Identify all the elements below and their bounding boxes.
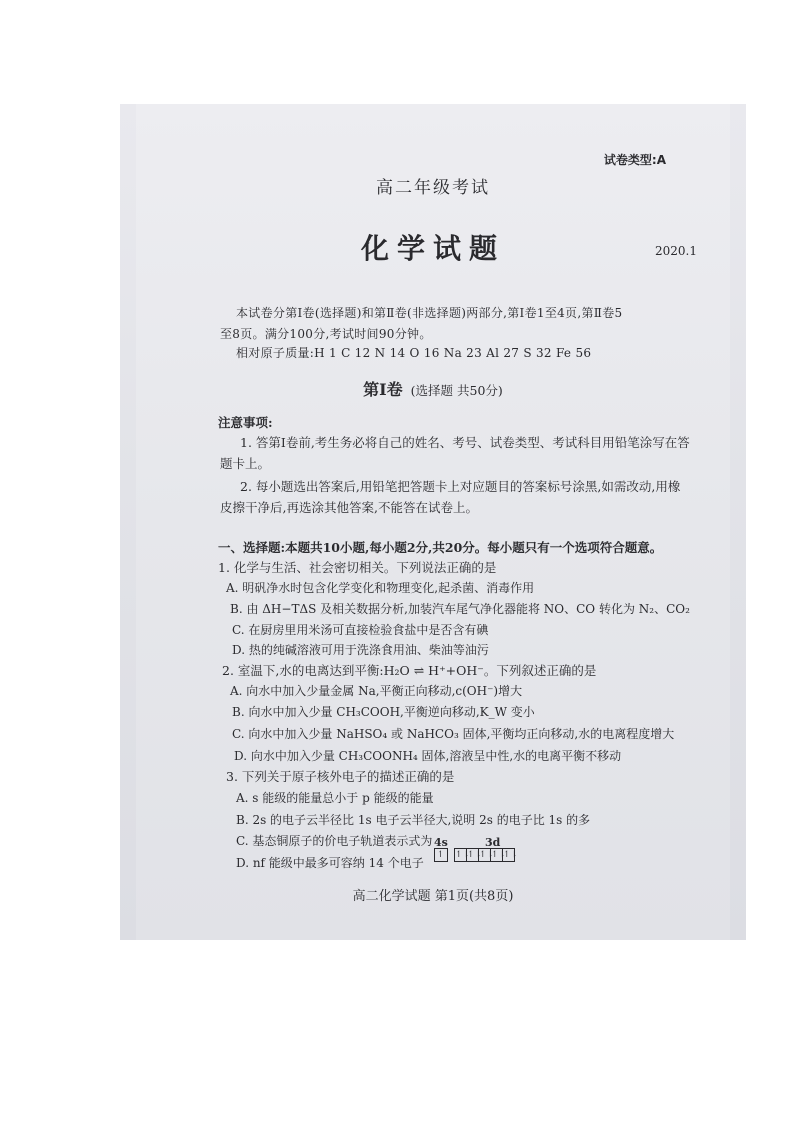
notice-item-1-line-1: 1. 答第Ⅰ卷前,考生务必将自己的姓名、考号、试卷类型、考试科目用铅笔涂写在答 <box>240 435 690 450</box>
question-1-option-c: C. 在厨房里用米汤可直接检验食盐中是否含有碘 <box>232 623 489 637</box>
photo-frame <box>120 104 746 940</box>
page-footer: 高二化学试题 第1页(共8页) <box>352 889 514 904</box>
intro-line-1: 本试卷分第Ⅰ卷(选择题)和第Ⅱ卷(非选择题)两部分,第Ⅰ卷1至4页,第Ⅱ卷5 <box>236 306 623 320</box>
orbital-cell-3d-2: ↿⇂ <box>467 850 483 860</box>
header-title: 高二年级考试 <box>376 178 490 198</box>
notice-item-2-line-1: 2. 每小题选出答案后,用铅笔把答题卡上对应题目的答案标号涂黑,如需改动,用橡 <box>240 479 681 494</box>
question-3-option-c: C. 基态铜原子的价电子轨道表示式为 <box>236 834 433 848</box>
orbital-cell-3d-1: ↿⇂ <box>455 850 471 860</box>
section-name: 第Ⅰ卷 <box>363 380 403 399</box>
notice-item-1-line-2: 题卡上。 <box>220 456 271 471</box>
section-note: (选择题 共50分) <box>410 383 503 398</box>
question-2-option-c: C. 向水中加入少量 NaHSO₄ 或 NaHCO₃ 固体,平衡均正向移动,水的电离程度增大 <box>232 727 675 741</box>
notice-heading: 注意事项: <box>218 415 273 430</box>
orbital-cell-3d-5: ↿⇂ <box>503 850 519 860</box>
question-3-option-d: D. nf 能级中最多可容纳 14 个电子 <box>236 856 424 870</box>
question-1-option-a: A. 明矾净水时包含化学变化和物理变化,起杀菌、消毒作用 <box>226 581 535 595</box>
question-1-stem: 1. 化学与生活、社会密切相关。下列说法正确的是 <box>218 560 497 575</box>
orbital-cell-4s: ↿ <box>436 850 445 860</box>
question-3-option-a: A. s 能级的能量总小于 p 能级的能量 <box>236 791 434 805</box>
question-2-option-b: B. 向水中加入少量 CH₃COOH,平衡逆向移动,K_W 变小 <box>232 705 535 719</box>
section-title <box>136 382 730 398</box>
question-1-option-d: D. 热的纯碱溶液可用于洗涤食用油、柴油等油污 <box>232 643 489 657</box>
atomic-mass-line: 相对原子质量:H 1 C 12 N 14 O 16 Na 23 Al 27 S 32 Fe 56 <box>236 346 592 360</box>
part-1-heading: 一、选择题:本题共10小题,每小题2分,共20分。每小题只有一个选项符合题意。 <box>218 540 663 555</box>
notice-item-2-line-2: 皮擦干净后,再选涂其他答案,不能答在试卷上。 <box>220 500 478 515</box>
orbital-box-4s <box>434 848 448 862</box>
question-2-stem: 2. 室温下,水的电离达到平衡:H₂O ⇌ H⁺+OH⁻。下列叙述正确的是 <box>222 663 597 678</box>
paper-type-label: 试卷类型:A <box>603 153 666 167</box>
question-2-option-d: D. 向水中加入少量 CH₃COONH₄ 固体,溶液呈中性,水的电离平衡不移动 <box>234 749 622 763</box>
main-title: 化学试题 <box>360 232 505 265</box>
orbital-box-3d <box>454 848 519 862</box>
orbital-cell-3d-4: ↿⇂ <box>491 850 507 860</box>
orbital-cell-3d-3: ↿⇂ <box>479 850 495 860</box>
intro-line-2: 至8页。满分100分,考试时间90分钟。 <box>220 327 432 341</box>
question-3-option-b: B. 2s 的电子云半径比 1s 电子云半径大,说明 2s 的电子比 1s 的多 <box>236 813 591 827</box>
orbital-label-4s: 4s <box>434 836 448 849</box>
question-3-stem: 3. 下列关于原子核外电子的描述正确的是 <box>226 769 455 784</box>
exam-sheet <box>136 104 730 940</box>
question-2-option-a: A. 向水中加入少量金属 Na,平衡正向移动,c(OH⁻)增大 <box>230 684 523 698</box>
exam-date: 2020.1 <box>655 244 697 258</box>
orbital-label-3d: 3d <box>485 836 501 849</box>
question-1-option-b: B. 由 ΔH−TΔS 及相关数据分析,加装汽车尾气净化器能将 NO、CO 转化为 N₂、CO₂ <box>230 602 690 616</box>
